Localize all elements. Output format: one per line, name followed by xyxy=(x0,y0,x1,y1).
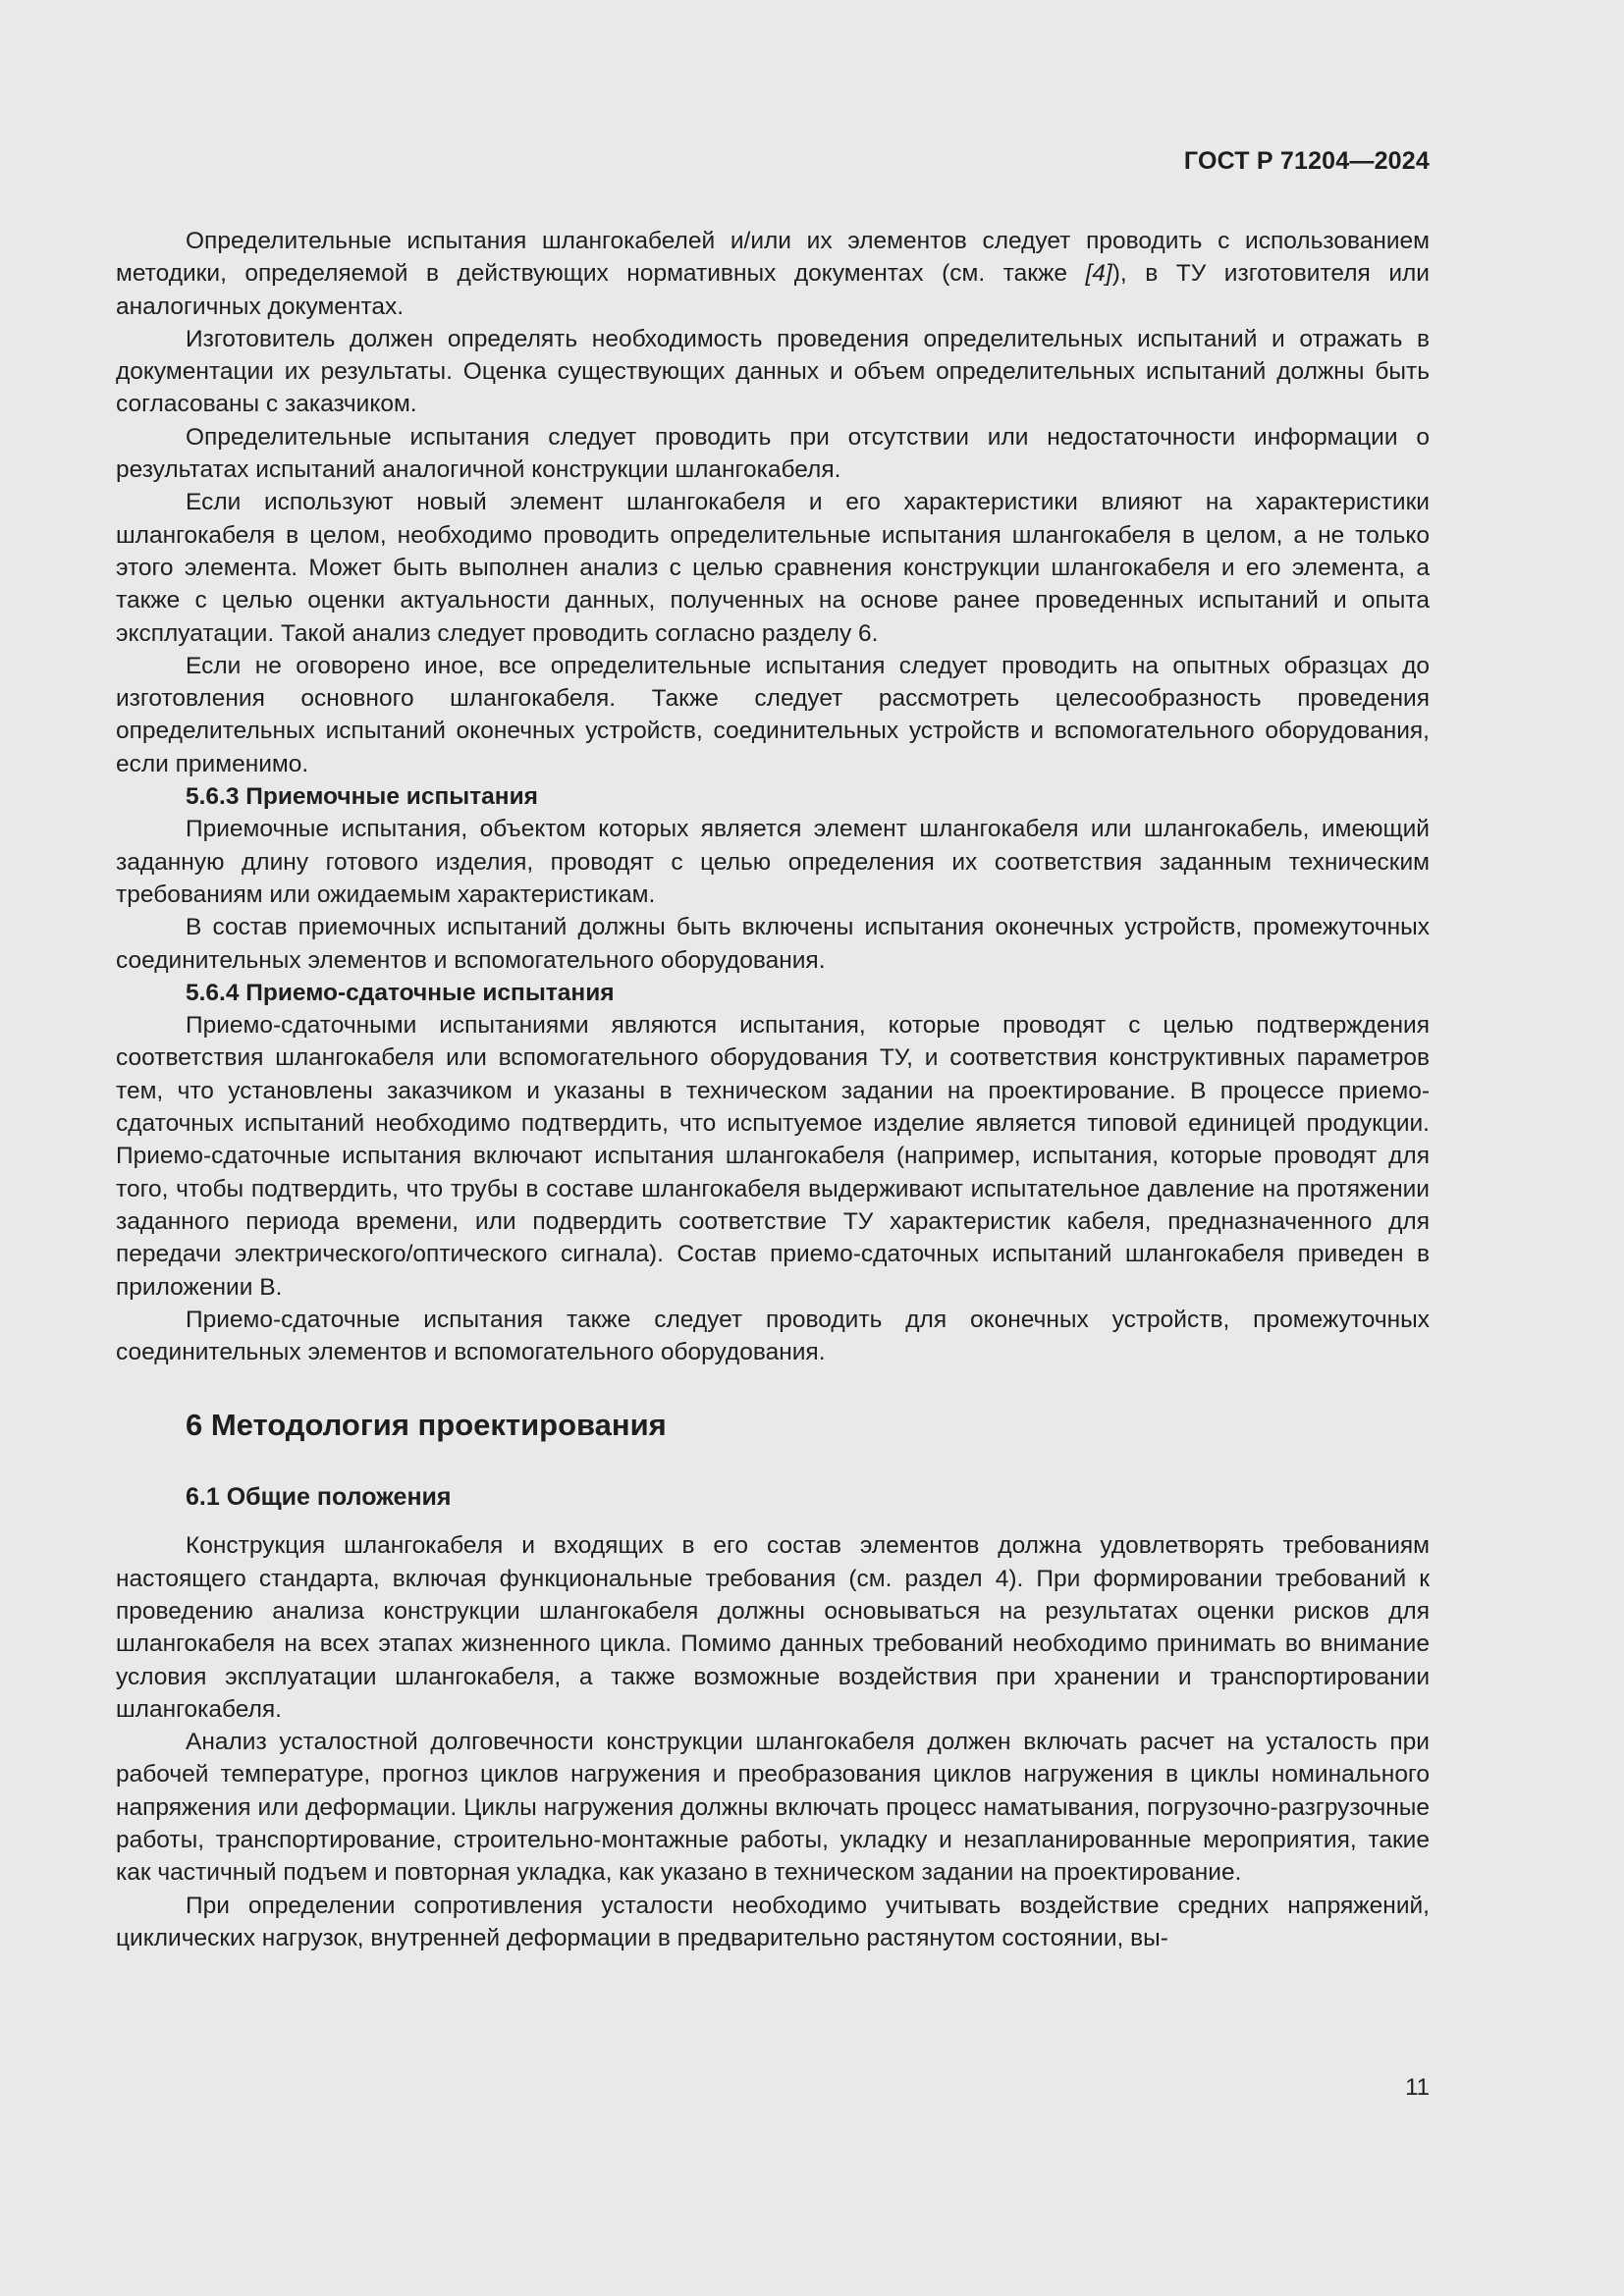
subsection-title-5-6-3: 5.6.3 Приемочные испытания xyxy=(186,783,538,811)
section-title-6: 6 Методология проектирования xyxy=(186,1408,667,1443)
paragraph: Приемочные испытания, объектом которых является элемент шлангокабеля или шлангокабель, имеющий заданную длину готового изделия, проводят с целью определения их соответствия заданным техническим требованиям или ожидаемым характеристикам. xyxy=(116,816,1430,908)
paragraph: Если не оговорено иное, все определительные испытания следует проводить на опытных образцах до изготовления основного шлангокабеля. Также следует рассмотреть целесообразность проведения определительных испытаний оконечных устройств, соединительных устройств и вспомогательного оборудования, если применимо. xyxy=(116,652,1430,777)
paragraph: Изготовитель должен определять необходимость проведения определительных испытаний и отражать в документации их результаты. Оценка существующих данных и объем определительных испытаний должны быть согласованы с заказчиком. xyxy=(116,325,1430,418)
paragraph-definitive-tests-method xyxy=(116,225,1430,323)
paragraph: При определении сопротивления усталости необходимо учитывать воздействие средних напряжений, циклических нагрузок, внутренней деформации в предварительно растянутом состоянии, вы- xyxy=(116,1892,1430,1951)
reference-link[interactable]: [4] xyxy=(1085,260,1112,288)
subsection-title-5-6-4: 5.6.4 Приемо-сдаточные испытания xyxy=(186,979,615,1006)
paragraph: Приемо-сдаточными испытаниями являются испытания, которые проводят с целью подтверждения соответствия шлангокабеля или вспомогательного оборудования ТУ, и соответствия конструктивных параметров тем, что установлены заказчиком и указаны в техническом задании на проектирование. В процессе приемо-сдаточных испытаний необходимо подтвердить, что испытуемое изделие является типовой единицей продукции. Приемо-сдаточные испытания включают испытания шлангокабеля (например, испытания, которые проводят для того, чтобы подтвердить, что трубы в составе шлангокабеля выдерживают испытательное давление на протяжении заданного периода времени, или подвердить соответствие ТУ характеристик кабеля, предназначенного для передачи электрического/оптического сигнала). Состав приемо-сдаточных испытаний шлангокабеля приведен в приложении В. xyxy=(116,1012,1430,1301)
paragraph: Конструкция шлангокабеля и входящих в его состав элементов должна удовлетворять требованиям настоящего стандарта, включая функциональные требования (см. раздел 4). При формировании требований к проведению анализа конструкции шлангокабеля должны основываться на результатах оценки рисков для шлангокабеля на всех этапах жизненного цикла. Помимо данных требований необходимо принимать во внимание условия эксплуатации шлангокабеля, а также возможные воздействия при хранении и транспортировании шлангокабеля. xyxy=(116,1532,1430,1723)
paragraph: Приемо-сдаточные испытания также следует проводить для оконечных устройств, промежуточных соединительных элементов и вспомогательного оборудования. xyxy=(116,1306,1430,1366)
paragraph: Определительные испытания следует проводить при отсутствии или недостаточности информации о результатах испытаний аналогичной конструкции шлангокабеля. xyxy=(116,423,1430,484)
page-number: 11 xyxy=(1405,2074,1430,2101)
document-code-header: ГОСТ Р 71204—2024 xyxy=(1183,147,1430,175)
paragraph: В состав приемочных испытаний должны быть включены испытания оконечных устройств, промежуточных соединительных элементов и вспомогательного оборудования. xyxy=(116,914,1430,974)
paragraph: Анализ усталостной долговечности конструкции шлангокабеля должен включать расчет на усталость при рабочей температуре, прогноз циклов нагружения и преобразования циклов нагружения в циклы номинального напряжения или деформации. Циклы нагружения должны включать процесс наматывания, погрузочно-разгрузочные работы, транспортирование, строительно-монтажные работы, укладку и незапланированные мероприятия, такие как частичный подъем и повторная укладка, как указано в техническом задании на проектирование. xyxy=(116,1729,1430,1887)
subsection-title-6-1: 6.1 Общие положения xyxy=(186,1483,452,1512)
paragraph-text: Определительные испытания шлангокабелей и/или их элементов следует проводить с использованием методики, определяемой в действующих нормативных документах (см. также xyxy=(116,228,1430,288)
paragraph: Если используют новый элемент шлангокабеля и его характеристики влияют на характеристики шлангокабеля в целом, необходимо проводить определительные испытания шлангокабеля в целом, а не только этого элемента. Может быть выполнен анализ с целью сравнения конструкции шлангокабеля и его элемента, а также с целью оценки актуальности данных, полученных на основе ранее проведенных испытаний и опыта эксплуатации. Такой анализ следует проводить согласно разделу 6. xyxy=(116,489,1430,647)
paragraph-text: ), в ТУ изготовителя или аналогичных документах. xyxy=(116,260,1430,320)
document-body xyxy=(116,225,1430,1954)
